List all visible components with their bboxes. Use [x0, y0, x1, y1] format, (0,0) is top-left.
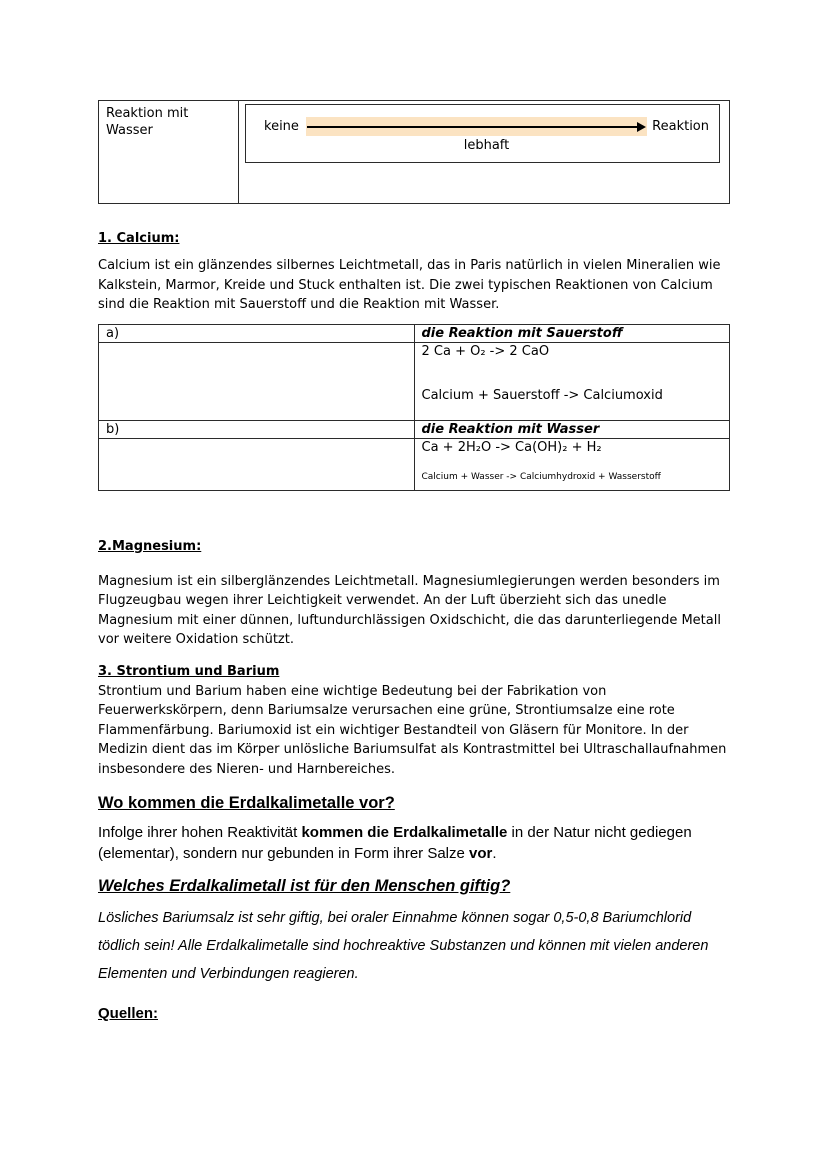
cell-a-label: a) [99, 324, 415, 342]
cell-a-empty [99, 342, 415, 420]
cell-b-equations [414, 438, 730, 490]
strontium-barium-heading: 3. Strontium und Barium [98, 663, 280, 679]
reaction-scale-row [264, 117, 709, 136]
strontium-barium-paragraph: Strontium und Barium haben eine wichtige Bedeutung bei der Fabrikation von Feuerwerkskörpern, denn Bariumsalze verursachen eine grüne, Strontiumsalze eine rote Flammenfärbung. Bariumoxid ist ein wichtiger Bestandteil von Gläsern für Monitore. In der Medizin dient das im Körper unlösliche Bariumsulfat als Kontrastmittel bei Ultraschallaufnahmen insbesondere des Nieren- und Harnbereiches. [98, 683, 727, 777]
table-row-a-body [99, 342, 730, 420]
giftig-heading: Welches Erdalkalimetall ist für den Menschen giftig? [98, 877, 511, 895]
reaction-oxygen-title: die Reaktion mit Sauerstoff [414, 324, 730, 342]
magnesium-heading: 2.Magnesium: [98, 538, 202, 554]
vorkommen-heading: Wo kommen die Erdalkalimetalle vor? [98, 794, 395, 812]
table-row-a-title [99, 324, 730, 342]
water-word-equation: Calcium + Wasser -> Calciumhydroxid + Wasserstoff [421, 471, 661, 482]
reaction-scale-cell [239, 101, 729, 203]
lebhaft-label: lebhaft [463, 138, 510, 153]
reaction-scale-box [245, 104, 720, 163]
reaktion-label: Reaktion [652, 119, 709, 134]
calcium-heading: 1. Calcium: [98, 231, 180, 246]
right-arrow-head-icon [637, 122, 646, 132]
cell-b-label: b) [99, 420, 415, 438]
oxygen-equation: 2 Ca + O₂ -> 2 CaO [421, 343, 550, 359]
table-row-b-body [99, 438, 730, 490]
reaction-water-title: die Reaktion mit Wasser [414, 420, 730, 438]
reaction-water-table [98, 100, 730, 204]
keine-label: keine [264, 119, 299, 134]
right-arrow-shaft [307, 126, 637, 128]
vorkommen-text-end: . [492, 845, 497, 862]
reaction-water-label-cell [99, 101, 239, 203]
arrow-highlight-band [306, 117, 647, 136]
vorkommen-text-middle: in der Natur nicht gediegen (elementar), sondern nur gebunden in Form ihrer Salze [98, 824, 692, 862]
quellen-heading: Quellen: [98, 1005, 159, 1022]
cell-b-empty [99, 438, 415, 490]
vorkommen-paragraph [98, 822, 730, 864]
calcium-reactions-table [98, 324, 730, 491]
vorkommen-text-bold2: vor [469, 845, 493, 862]
oxygen-word-equation: Calcium + Sauerstoff -> Calciumoxid [421, 387, 663, 403]
water-equation: Ca + 2H₂O -> Ca(OH)₂ + H₂ [421, 439, 602, 455]
cell-a-equations [414, 342, 730, 420]
vorkommen-text-start: Infolge ihrer hohen Reaktivität [98, 824, 302, 841]
magnesium-paragraph: Magnesium ist ein silberglänzendes Leichtmetall. Magnesiumlegierungen werden besonders im Flugzeugbau wegen ihrer Leichtigkeit verwendet. An der Luft überzieht sich das unedle Magnesium mit einer dünnen, luftundurchlässigen Oxidschicht, die das darunterliegende Metall vor weitere Oxidation schützt. [98, 573, 721, 647]
reaction-water-label: Reaktion mit Wasser [106, 106, 189, 138]
table-row-b-title [99, 420, 730, 438]
vorkommen-text-bold1: kommen die Erdalkalimetalle [301, 824, 508, 841]
giftig-paragraph: Lösliches Bariumsalz ist sehr giftig, bei oraler Einnahme können sogar 0,5-0,8 Bariumchlorid tödlich sein! Alle Erdalkalimetalle sind hochreaktive Substanzen und können mit vielen anderen Elementen und Verbindungen reagieren. [98, 910, 709, 982]
calcium-paragraph: Calcium ist ein glänzendes silbernes Leichtmetall, das in Paris natürlich in vielen Mineralien wie Kalkstein, Marmor, Kreide und Stuck enthalten ist. Die zwei typischen Reaktionen von Calcium sind die Reaktion mit Sauerstoff und die Reaktion mit Wasser. [98, 258, 721, 312]
